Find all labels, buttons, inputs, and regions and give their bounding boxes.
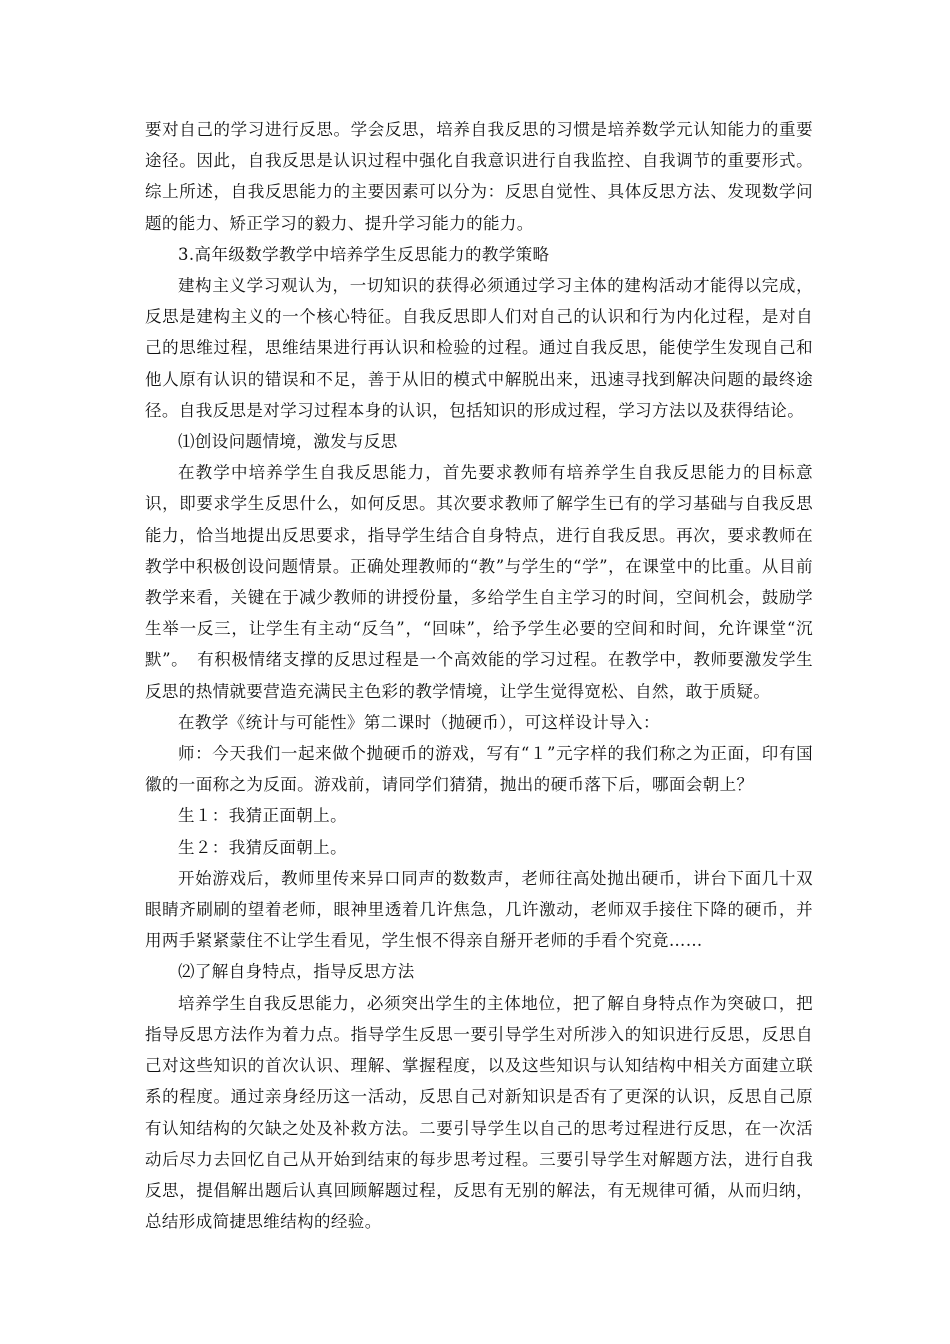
subheading-1: ⑴创设问题情境，激发与反思 xyxy=(178,432,398,452)
dialogue-student-1: 生１：我猜正面朝上。 xyxy=(178,806,347,826)
paragraph-teaching-goals: 在教学中培养学生自我反思能力，首先要求教师有培养学生自我反思能力的目标意识，即要求学生反思什么，如何反思。其次要求教师了解学生已有的学习基础与自我反思能力，恰当地提出反思要求，指导学生结合自身特点，进行自我反思。再次，要求教师在教学中积极创设问题情景。正确处理教师的“教”与学生的“学”，在课堂中的比重。从目前教学来看，关键在于减少教师的讲授份量，多给学生自主学习的时间，空间机会，鼓励学生举一反三，让学生有主动“反刍”，“回味”，给予学生必要的空间和时间，允许课堂“沉默”。 有积极情绪支撑的反思过程是一个高效能的学习过程。在教学中，教师要激发学生反思的热情就要营造充满民主色彩的教学情境，让学生觉得宽松、自然，敢于质疑。 xyxy=(145,463,813,701)
paragraph-continuation: 要对自己的学习进行反思。学会反思，培养自我反思的习惯是培养数学元认知能力的重要途径。因此，自我反思是认识过程中强化自我意识进行自我监控、自我调节的重要形式。综上所述，自我反思能力的主要因素可以分为：反思自觉性、具体反思方法、发现数学问题的能力、矫正学习的毅力、提升学习能力的能力。 xyxy=(145,120,813,233)
dialogue-teacher: 师：今天我们一起来做个抛硬币的游戏，写有“１”元字样的我们称之为正面，印有国徽的一面称之为反面。游戏前，请同学们猜猜，抛出的硬币落下后，哪面会朝上？ xyxy=(145,744,813,795)
paragraph-lesson-intro: 在教学《统计与可能性》第二课时（抛硬币），可这样设计导入： xyxy=(178,712,660,732)
paragraph-reflection-methods: 培养学生自我反思能力，必须突出学生的主体地位，把了解自身特点作为突破口，把指导反思方法作为着力点。指导学生反思一要引导学生对所涉入的知识进行反思，反思自己对这些知识的首次认识、理解、掌握程度，以及这些知识与认知结构中相关方面建立联系的程度。通过亲身经历这一活动，反思自己对新知识是否有了更深的认识，反思自己原有认知结构的欠缺之处及补救方法。二要引导学生以自己的思考过程进行反思，在一次活动后尽力去回忆自己从开始到结束的每步思考过程。三要引导学生对解题方法，进行自我反思，提倡解出题后认真回顾解题过程，反思有无别的解法，有无规律可循，从而归纳，总结形成简捷思维结构的经验。 xyxy=(145,993,813,1232)
paragraph-game-description: 开始游戏后，教师里传来异口同声的数数声，老师往高处抛出硬币，讲台下面几十双眼睛齐刷刷的望着老师，眼神里透着几许焦急，几许激动，老师双手接住下降的硬币，并用两手紧紧蒙住不让学生看见，学生恨不得亲自掰开老师的手看个究竟…… xyxy=(145,868,813,951)
subheading-2: ⑵了解自身特点，指导反思方法 xyxy=(178,962,415,982)
dialogue-student-2: 生２：我猜反面朝上。 xyxy=(178,837,347,857)
section-heading-3: 3.高年级数学教学中培养学生反思能力的教学策略 xyxy=(178,244,550,264)
paragraph-constructivism: 建构主义学习观认为，一切知识的获得必须通过学习主体的建构活动才能得以完成，反思是建构主义的一个核心特征。自我反思即人们对自己的认识和行为内化过程，是对自己的思维过程，思维结果进行再认识和检验的过程。通过自我反思，能使学生发现自己和他人原有认识的错误和不足，善于从旧的模式中解脱出来，迅速寻找到解决问题的最终途径。自我反思是对学习过程本身的认识，包括知识的形成过程，学习方法以及获得结论。 xyxy=(145,276,813,420)
document-page xyxy=(145,114,813,1237)
